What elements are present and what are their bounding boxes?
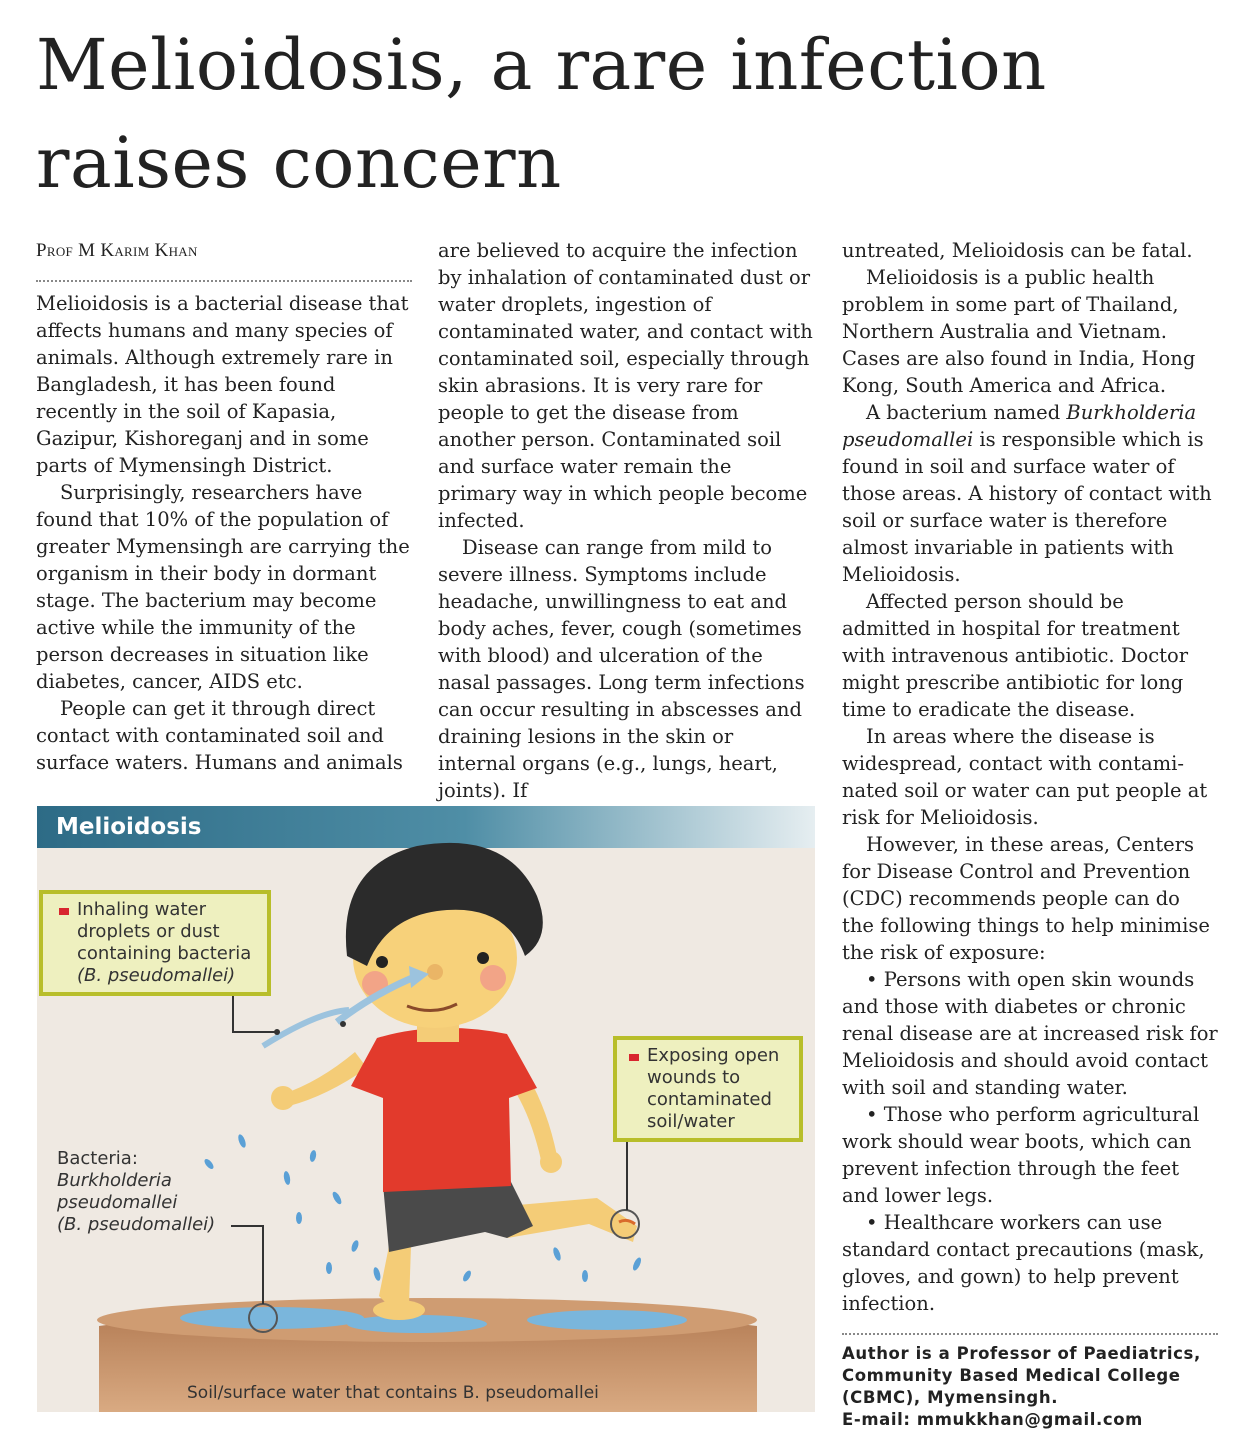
boy-right-hand xyxy=(540,1151,562,1173)
byline-divider xyxy=(36,270,412,282)
paragraph: Affected person should be admitted in hospital for treatment with intravenous antibiotic. Doctor might prescribe antibiotic for long time to eradicate the disease. xyxy=(842,590,1189,721)
callout-bullet xyxy=(59,908,69,915)
paragraph: People can get it through direct contact with contaminated soil and surface waters. Humans and animals xyxy=(36,697,403,774)
paragraph: Disease can range from mild to severe illness. Symptoms include headache, unwillingness to eat and body aches, fever, cough (sometimes with blood) and ulceration of the nasal passages. Long term infections can occur resulting in abscesses and draining lesions in the skin or internal organs (e.g., lungs, heart, joints). If xyxy=(438,536,805,802)
boy-cheek xyxy=(480,965,506,991)
paragraph: Surprisingly, researchers have found that 10% of the population of greater Mymensingh are carrying the organism in their body in dormant stage. The bacterium may become active while the immunity of the person decreases in situation like diabetes, cancer, AIDS etc. xyxy=(36,481,410,693)
callout-bullet xyxy=(629,1054,639,1061)
author-divider xyxy=(842,1323,1218,1335)
headline-line-1: Melioidosis, a rare infection xyxy=(36,24,1047,106)
author-note-line: Author is a Professor of Paediatrics, xyxy=(842,1344,1201,1363)
headline-line-2: raises concern xyxy=(36,122,562,204)
infographic xyxy=(37,806,815,1412)
paragraph: Melioidosis is a bacterial disease that affects humans and many species of animals. Although extremely rare in Bangladesh, it has been found recently in the soil of Kapasia, Gazipur, Kishoreganj and in some parts of Mymensingh District. xyxy=(36,292,409,477)
bacteria-label-line: Burkholderia xyxy=(57,1170,172,1191)
callout-line: contaminated xyxy=(647,1089,772,1110)
byline: Prof M Karim Khan xyxy=(36,240,198,261)
boy-left-hand xyxy=(271,1086,295,1110)
boy-left-foot xyxy=(373,1300,425,1320)
boy-nose xyxy=(427,964,443,980)
paragraph: In areas where the disease is widespread, contact with contami-nated soil or water can put people at risk for Melioidosis. xyxy=(842,725,1208,829)
paragraph: untreated, Melioidosis can be fatal. xyxy=(842,239,1193,262)
leader-dot xyxy=(340,1021,346,1027)
text-run: is responsible which is found in soil and surface water of those areas. A history of contact with soil or surface water is therefore almost invariable in patients with Melioidosis. xyxy=(842,428,1212,586)
callout-line: soil/water xyxy=(647,1111,735,1132)
bullet-item: • Healthcare workers can use standard contact precautions (mask, gloves, and gown) to help prevent infection. xyxy=(842,1211,1205,1315)
callout-line: wounds to xyxy=(647,1067,741,1088)
water-puddle xyxy=(527,1310,687,1330)
article-column-1 xyxy=(36,237,412,776)
bacteria-label-line: pseudomallei xyxy=(57,1192,178,1213)
author-note xyxy=(842,1343,1218,1431)
boy-eye xyxy=(376,956,388,968)
water-puddle xyxy=(180,1307,364,1329)
bacteria-label xyxy=(57,1148,215,1236)
bacteria-label-line: (B. pseudomallei) xyxy=(57,1214,216,1235)
bullet-item: • Persons with open skin wounds and those with diabetes or chronic renal disease are at increased risk for Melioidosis and should avoid contact with soil and standing water. xyxy=(842,968,1218,1099)
author-note-line: Community Based Medical College xyxy=(842,1366,1181,1385)
infographic-title: Melioidosis xyxy=(56,814,202,840)
paragraph: are believed to acquire the infection by inhalation of contaminated dust or water droplets, ingestion of contaminated water, and contact with contaminated soil, especially through skin abrasions. It is very rare for people to get the disease from another person. Contaminated soil and surface water remain the primary way in which people become infected. xyxy=(438,239,813,532)
callout-line: Inhaling water xyxy=(77,899,206,920)
callout-wounds xyxy=(613,1036,803,1142)
headline xyxy=(36,16,1216,212)
paragraph: However, in these areas, Centers for Disease Control and Prevention (CDC) recommends people can do the following things to help minimise the risk of exposure: xyxy=(842,833,1210,964)
callout-line: Exposing open xyxy=(647,1045,780,1066)
paragraph xyxy=(842,399,1218,588)
author-email: E-mail: mmukkhan@gmail.com xyxy=(842,1410,1143,1429)
callout-line: containing bacteria xyxy=(77,943,252,964)
text-run: A bacterium named xyxy=(866,401,1067,424)
water-puddle xyxy=(347,1315,487,1333)
article-column-3 xyxy=(842,237,1218,1431)
boy-eye xyxy=(477,952,489,964)
callout-line: (B. pseudomallei) xyxy=(77,965,236,986)
leader-dot xyxy=(274,1029,280,1035)
bacteria-label-line: Bacteria: xyxy=(57,1148,138,1169)
species-name: Burkholderia pseudomallei xyxy=(842,401,1197,451)
callout-inhaling xyxy=(39,890,271,996)
bullet-item: • Those who perform agricultural work should wear boots, which can prevent infection through the feet and lower legs. xyxy=(842,1103,1200,1207)
callout-line: droplets or dust xyxy=(77,921,220,942)
paragraph: Melioidosis is a public health problem in some part of Thailand, Northern Australia and Vietnam. Cases are also found in India, Hong Kong, South America and Africa. xyxy=(842,266,1196,397)
article-column-2 xyxy=(438,237,816,804)
author-note-line: (CBMC), Mymensingh. xyxy=(842,1388,1059,1407)
soil-caption: Soil/surface water that contains B. pseudomallei xyxy=(187,1383,599,1403)
